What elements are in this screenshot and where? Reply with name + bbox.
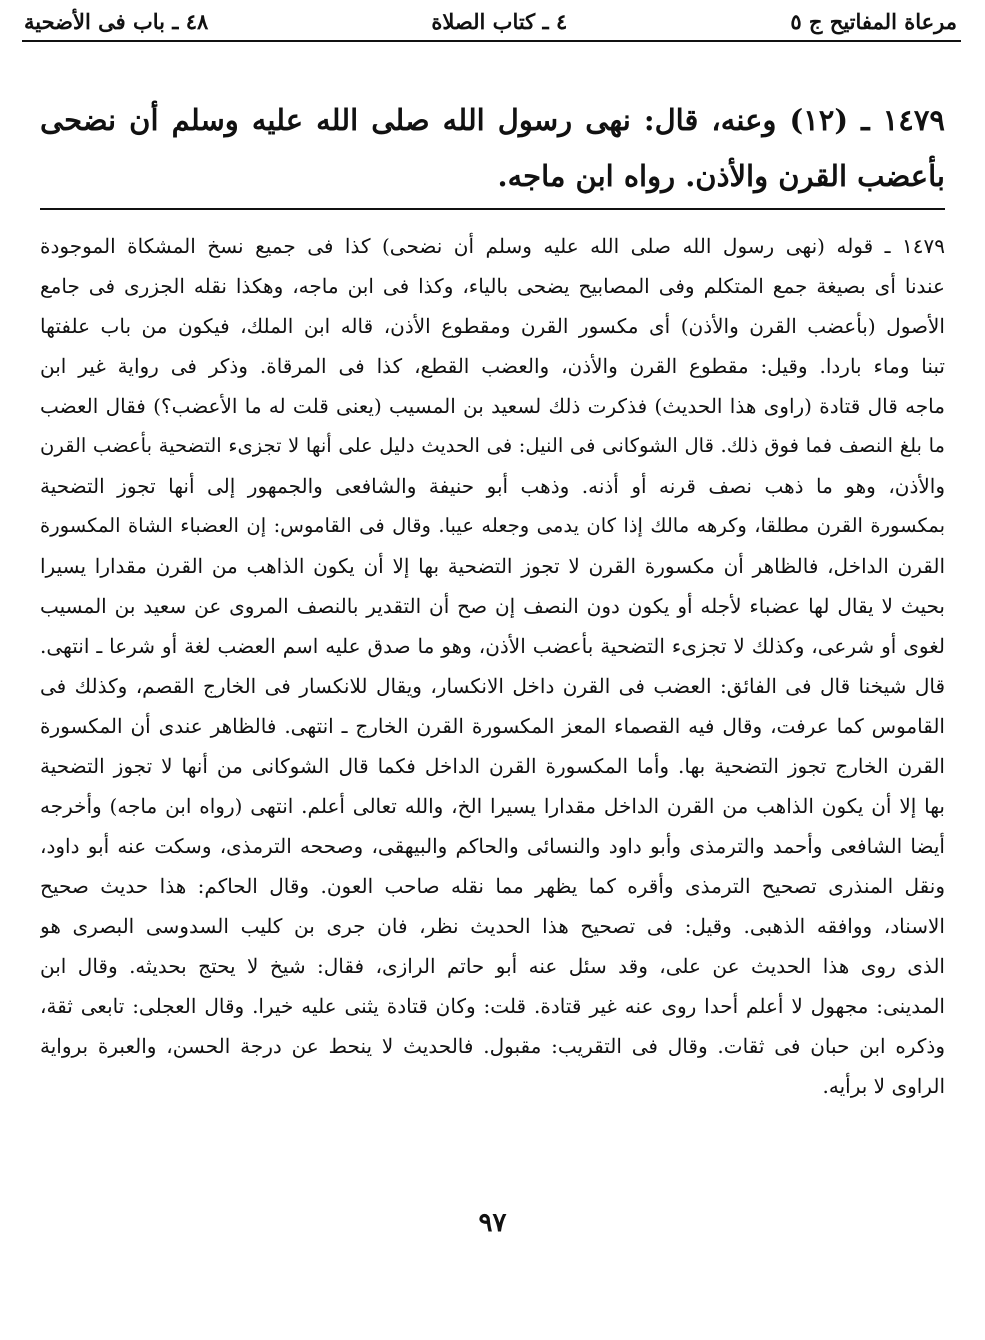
commentary-line: بحيث لا يقال لها عضباء لأجله أو يكون دون النصف إن صح أن التقدير بالنصف المروى عن سعيد بن المسيب xyxy=(40,594,945,618)
header-divider xyxy=(22,40,961,42)
commentary-line: ونقل المنذرى تصحيح الترمذى وأقره كما يظهر مما نقله صاحب العون. وقال الحاكم: هذا حديث صحيح xyxy=(40,874,945,898)
commentary-line: الراوى لا برأيه. xyxy=(822,1074,945,1098)
running-header xyxy=(24,4,957,38)
commentary-line: والأذن، وهو ما ذهب نصف قرنه أو أذنه. وذهب أبو حنيفة والشافعى والجمهور إلى أنها تجوز التضحية xyxy=(40,474,945,498)
commentary-line: القاموس كما عرفت، وقال فيه القصماء المعز المكسورة القرن الخارج ـ انتهى. فالظاهر عندى أن المكسورة xyxy=(40,714,945,738)
commentary-line: الأصول (بأعضب القرن والأذن) أى مكسور القرن ومقطوع الأذن، قاله ابن الملك، فيكون من باب علفتها xyxy=(40,314,945,338)
hadith-text: ١٤٧٩ ـ (١٢) وعنه، قال: نهى رسول الله صلى الله عليه وسلم أن نضحى بأعضب القرن والأذن. رواه ابن ماجه. xyxy=(40,103,945,193)
commentary-line: القرن الداخل، فالظاهر أن مكسورة القرن لا تجوز التضحية بها إلا أن يكون الذاهب من القرن مقدارا يسيرا xyxy=(40,554,945,578)
commentary-line: بها إلا أن يكون الذاهب من القرن الداخل مقدارا يسيرا الخ، والله تعالى أعلم. انتهى (رواه ابن ماجه) وأخرجه xyxy=(40,794,945,818)
book-title: مرعاة المفاتيح ج ٥ xyxy=(790,8,957,34)
commentary-line: ما بلغ النصف فما فوق ذلك. قال الشوكانى فى النيل: فى الحديث دليل على أنها لا تجزىء التضحية بأعضب القرن xyxy=(40,434,945,457)
commentary-line: بمكسورة القرن مطلقا، وكرهه مالك إذا كان يدمى وجعله عيبا. وقال فى القاموس: إن العضباء الشاة المكسورة xyxy=(40,514,945,537)
hadith-divider xyxy=(40,208,945,210)
commentary-line: المدينى: مجهول لا أعلم أحدا روى عنه غير قتادة. قلت: وكان قتادة يثنى عليه خيرا. وقال العجلى: تابعى ثقة، xyxy=(40,994,945,1018)
commentary xyxy=(40,226,945,1106)
commentary-line: وذكره ابن حبان فى ثقات. وقال فى التقريب: مقبول. فالحديث لا ينحط عن درجة الحسن، والعبرة برواية xyxy=(40,1034,945,1058)
commentary-line: أيضا الشافعى وأحمد والترمذى وأبو داود والنسائى والحاكم والبيهقى، وصححه الترمذى، وسكت عنه أبو داود، xyxy=(40,834,945,858)
chapter-title: ٤٨ ـ باب فى الأضحية xyxy=(24,8,209,34)
commentary-line: ١٤٧٩ ـ قوله (نهى رسول الله صلى الله عليه وسلم أن نضحى) كذا فى جميع نسخ المشكاة الموجودة xyxy=(40,234,945,258)
section-title: ٤ ـ كتاب الصلاة xyxy=(431,8,568,34)
commentary-line: قال شيخنا قال فى الفائق: العضب فى القرن داخل الانكسار، ويقال للانكسار فى الخارج القصم، وكذلك فى xyxy=(40,674,945,698)
commentary-line: ماجه قال قتادة (راوى هذا الحديث) فذكرت ذلك لسعيد بن المسيب (يعنى قلت له ما الأعضب؟) فقال العضب xyxy=(40,394,945,418)
commentary-line: القرن الخارج تجوز التضحية بها. وأما المكسورة القرن الداخل فكما قال الشوكانى من أنها لا تجوز التضحية xyxy=(40,754,945,778)
commentary-line: عندنا أى بصيغة جمع المتكلم وفى المصابيح يضحى بالياء، وكذا فى ابن ماجه، وهكذا نقله الجزرى فى جامع xyxy=(40,274,945,298)
page-number: ٩٧ xyxy=(478,1208,507,1238)
commentary-line: تبنا وماء باردا. وقيل: مقطوع القرن والأذن، والعضب القطع، كذا فى المرقاة. وذكر فى رواية غير ابن xyxy=(40,354,945,378)
commentary-line: الذى روى هذا الحديث عن على، وقد سئل عنه أبو حاتم الرازى، فقال: شيخ لا يحتج بحديثه. وقال ابن xyxy=(40,954,945,978)
commentary-line: الاسناد، ووافقه الذهبى. وقيل: فى تصحيح هذا الحديث نظر، فان جرى بن كليب السدوسى البصرى هو xyxy=(40,914,945,938)
commentary-line: لغوى أو شرعى، وكذلك لا تجزىء التضحية بأعضب الأذن، وهو ما صدق عليه اسم العضب لغة أو شرعا ـ انتهى. xyxy=(40,634,945,658)
